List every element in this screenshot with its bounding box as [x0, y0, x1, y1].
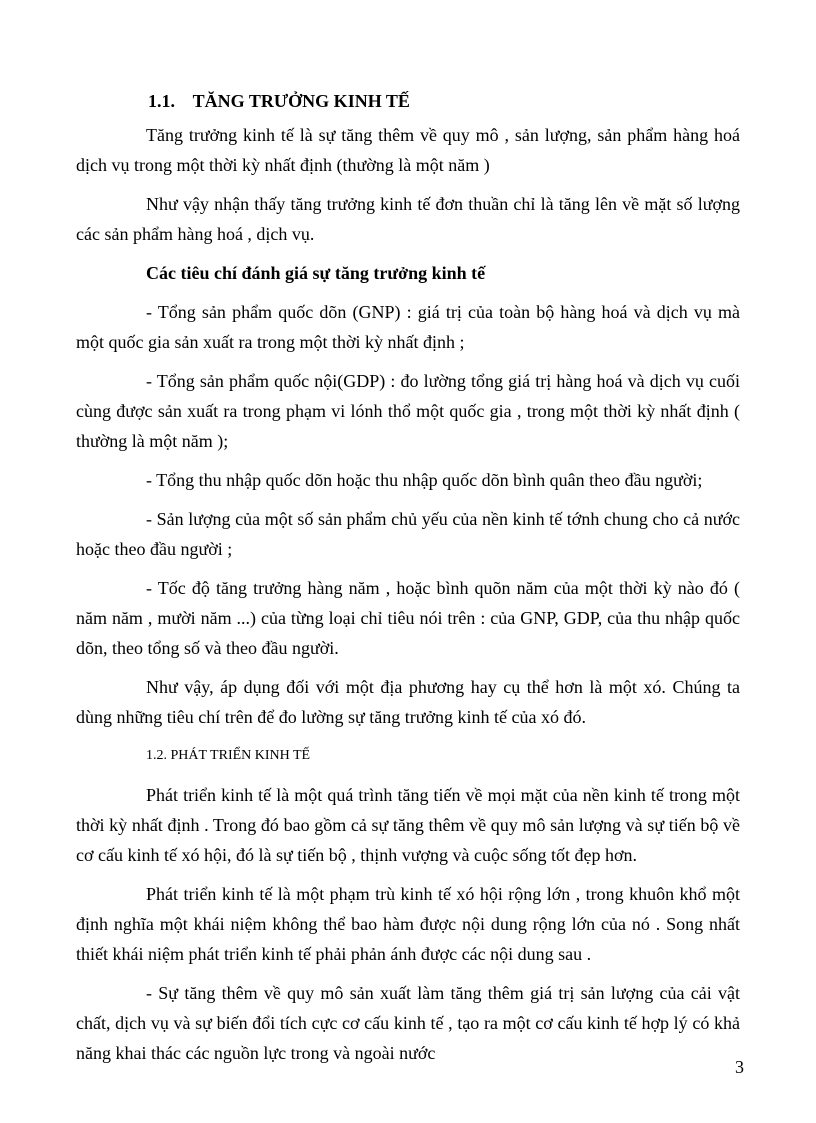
- paragraph: Như vậy, áp dụng đối với một địa phương hay cụ thể hơn là một xó. Chúng ta dùng những tiêu chí trên để đo lường sự tăng trưởng kinh tế của xó đó.: [76, 677, 740, 727]
- criteria-item: - Tốc độ tăng trưởng hàng năm , hoặc bình quõn năm của một thời kỳ nào đó ( năm năm , mười năm ...) của từng loại chỉ tiêu nói trên : của GNP, GDP, của thu nhập quốc dõn, theo tổng số và theo đầu người.: [76, 578, 740, 658]
- criteria-item: - Sản lượng của một số sản phẩm chủ yếu của nền kinh tế tớnh chung cho cả nước hoặc theo đầu người ;: [76, 509, 740, 559]
- criteria-item: - Tổng sản phẩm quốc dõn (GNP) : giá trị của toàn bộ hàng hoá và dịch vụ mà một quốc gia sản xuất ra trong một thời kỳ nhất định ;: [76, 302, 740, 352]
- paragraph: Tăng trưởng kinh tế là sự tăng thêm về quy mô , sản lượng, sản phẩm hàng hoá dịch vụ trong một thời kỳ nhất định (thường là một năm ): [76, 125, 740, 175]
- criteria-item: - Tổng thu nhập quốc dõn hoặc thu nhập quốc dõn bình quân theo đầu người;: [146, 470, 703, 490]
- paragraph: Như vậy nhận thấy tăng trưởng kinh tế đơn thuần chỉ là tăng lên về mặt số lượng các sản phẩm hàng hoá , dịch vụ.: [76, 194, 740, 244]
- paragraph: - Sự tăng thêm về quy mô sản xuất làm tăng thêm giá trị sản lượng của cải vật chất, dịch vụ và sự biến đổi tích cực cơ cấu kinh tế , tạo ra một cơ cấu kinh tế hợp lý có khả năng khai thác các nguồn lực trong và ngoài nước: [76, 983, 740, 1063]
- paragraph: Phát triển kinh tế là một quá trình tăng tiến về mọi mặt của nền kinh tế trong một thời kỳ nhất định . Trong đó bao gồm cả sự tăng thêm về quy mô sản lượng và sự tiến bộ về cơ cấu kinh tế xó hội, đó là sự tiến bộ , thịnh vượng và cuộc sống tốt đẹp hơn.: [76, 785, 740, 865]
- section-heading-1-1: 1.1. TĂNG TRƯỞNG KINH TẾ: [148, 91, 410, 111]
- page-number: 3: [735, 1057, 744, 1077]
- page-content: [76, 86, 740, 1077]
- paragraph: Phát triển kinh tế là một phạm trù kinh tế xó hội rộng lớn , trong khuôn khổ một định nghĩa một khái niệm không thể bao hàm được nội dung rộng lớn của nó . Song nhất thiết khái niệm phát triển kinh tế phải phản ánh được các nội dung sau .: [76, 884, 740, 964]
- criteria-item: - Tổng sản phẩm quốc nội(GDP) : đo lường tổng giá trị hàng hoá và dịch vụ cuối cùng được sản xuất ra trong phạm vi lónh thổ một quốc gia , trong một thời kỳ nhất định ( thường là một năm );: [76, 371, 740, 451]
- section-heading-1-2: 1.2. PHÁT TRIỂN KINH TẾ: [146, 748, 311, 763]
- criteria-title: Các tiêu chí đánh giá sự tăng trưởng kinh tế: [146, 263, 486, 283]
